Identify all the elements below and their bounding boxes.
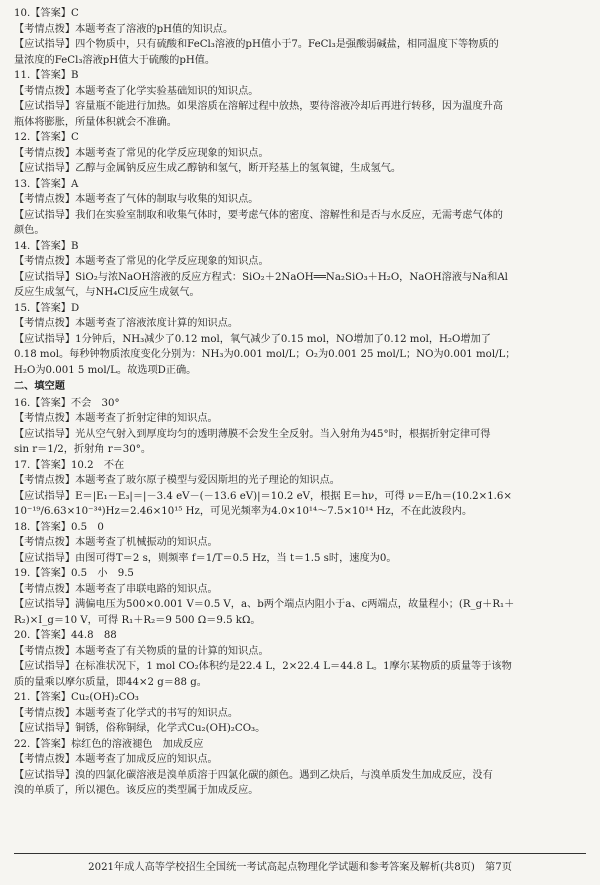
- explanation-line: 10⁻¹⁹/6.63×10⁻³⁴)Hz＝2.46×10¹⁵ Hz，可见光频率为4.0×10¹⁴～7.5×10¹⁴ Hz，不在此波段内。: [14, 506, 473, 517]
- answer-line: [14, 6, 586, 22]
- explanation-line: 【考情点拨】本题考查了折射定律的知识点。: [14, 413, 218, 424]
- explanation-line: 【应试指导】SiO₂与浓NaOH溶液的反应方程式：SiO₂＋2NaOH══Na₂SiO₃＋H₂O，NaOH溶液与Na和Al: [14, 271, 508, 283]
- explanation-line: 【应试指导】铜锈，俗称铜绿，化学式Cu₂(OH)₂CO₃。: [14, 723, 266, 734]
- answer-text: 【答案】B: [30, 240, 79, 252]
- answer-item: [14, 6, 586, 68]
- answer-item: [14, 130, 586, 177]
- answer-item: [14, 628, 586, 690]
- answer-text: 【答案】Cu₂(OH)₂CO₃: [30, 692, 139, 703]
- question-number: 10.: [14, 8, 31, 19]
- answer-text: 【答案】0.5 小 9.5: [30, 568, 134, 579]
- explanation-line: 【应试指导】我们在实验室制取和收集气体时，要考虑气体的密度、溶解性和是否与水反应，无需考虑气体的: [14, 209, 503, 221]
- question-number: 20.: [14, 630, 31, 641]
- answer-line: [14, 239, 586, 255]
- answer-text: 【答案】44.8 88: [30, 630, 117, 641]
- explanation-line: 溴的单质了，所以褪色。该反应的类型属于加成反应。: [14, 785, 259, 796]
- answer-text: 【答案】不会 30°: [30, 397, 120, 409]
- answer-item: [14, 737, 586, 799]
- explanation-line: 【应试指导】满偏电压为500×0.001 V＝0.5 V，a、b两个端点内阻小于a、c两端点，故量程小；(R_g＋R₁＋: [14, 599, 515, 610]
- explanation-line: 【考情点拨】本题考查了玻尔原子模型与爱因斯坦的光子理论的知识点。: [14, 475, 340, 486]
- answer-line: [14, 458, 586, 474]
- answer-text: 【答案】0.5 0: [30, 521, 104, 533]
- section-title: 二、填空题: [14, 381, 65, 392]
- answer-item: [14, 301, 586, 379]
- answer-line: [14, 301, 586, 317]
- answer-line: [14, 130, 586, 146]
- answer-line: [14, 520, 586, 536]
- explanation-line: 【考情点拨】本题考查了溶液浓度计算的知识点。: [14, 318, 239, 329]
- question-number: 17.: [14, 459, 31, 471]
- explanation-line: sin r＝1/2，折射角 r＝30°。: [14, 444, 152, 455]
- explanation-line: 【应试指导】1分钟后，NH₃减少了0.12 mol，氧气减少了0.15 mol，NO增加了0.12 mol，H₂O增加了: [14, 333, 491, 345]
- explanation-line: 【考情点拨】本题考查了有关物质的量的计算的知识点。: [14, 645, 269, 657]
- explanation-line: R₂)×I_g＝10 V，可得 R₁＋R₂＝9 500 Ω＝9.5 kΩ。: [14, 614, 261, 626]
- explanation-line: 量浓度的FeCl₃溶液pH值大于硫酸的pH值。: [14, 54, 216, 66]
- explanation-line: 【考情点拨】本题考查了气体的制取与收集的知识点。: [14, 194, 259, 205]
- answer-item: [14, 177, 586, 239]
- explanation-line: 【考情点拨】本题考查了机械振动的知识点。: [14, 537, 218, 548]
- explanation-line: 【应试指导】溴的四氯化碳溶液是溴单质溶于四氯化碳的颜色。遇到乙炔后，与溴单质发生加成反应，没有: [14, 769, 493, 781]
- question-number: 11.: [14, 70, 31, 81]
- answer-text: 【答案】棕红色的溶液褪色 加成反应: [30, 738, 204, 750]
- explanation-line: 【应试指导】由图可得T＝2 s，则频率 f＝1/T＝0.5 Hz，当 t＝1.5 s时，速度为0。: [14, 552, 397, 564]
- explanation-line: 0.18 mol。每秒钟物质浓度变化分别为：NH₃为0.001 mol/L；O₂为0.001 25 mol/L；NO为0.001 mol/L；: [14, 349, 516, 360]
- question-number: 18.: [14, 521, 31, 533]
- explanation-line: 【考情点拨】本题考查了串联电路的知识点。: [14, 583, 218, 595]
- question-number: 13.: [14, 178, 31, 190]
- answer-text: 【答案】D: [30, 302, 80, 314]
- answer-item: [14, 396, 586, 458]
- explanation-line: 【应试指导】在标准状况下，1 mol CO₂体积约是22.4 L，2×22.4 L＝44.8 L。1摩尔某物质的质量等于该物: [14, 661, 512, 672]
- explanation-line: 颜色。: [14, 225, 45, 236]
- answer-content: [14, 6, 586, 799]
- answer-item: [14, 68, 586, 130]
- explanation-line: H₂O为0.001 5 mol/L。故选项D正确。: [14, 364, 197, 376]
- explanation-line: 【应试指导】四个物质中，只有硫酸和FeCl₃溶液的pH值小于7。FeCl₃是强酸弱碱盐，相同温度下等物质的: [14, 39, 499, 50]
- explanation-line: 【应试指导】E＝|E₁－E₃|＝|－3.4 eV－(－13.6 eV)|＝10.2 eV，根据 E＝hν，可得 ν＝E/h＝(10.2×1.6×: [14, 490, 512, 502]
- explanation-line: 【考情点拨】本题考查了加成反应的知识点。: [14, 754, 218, 765]
- explanation-line: 瓶体将膨胀，所量体积就会不准确。: [14, 116, 177, 128]
- answer-line: [14, 690, 586, 706]
- answer-line: [14, 737, 586, 753]
- answer-line: [14, 628, 586, 644]
- answer-line: [14, 566, 586, 582]
- page-footer: 2021年成人高等学校招生全国统一考试高起点物理化学试题和参考答案及解析(共8页) 第7页: [14, 853, 586, 873]
- answer-item: [14, 520, 586, 567]
- question-number: 16.: [14, 397, 31, 409]
- answer-text: 【答案】B: [30, 70, 79, 81]
- answer-text: 【答案】C: [30, 8, 79, 19]
- explanation-line: 【考情点拨】本题考查了化学实验基础知识的知识点。: [14, 85, 259, 97]
- choice-answers: [14, 6, 586, 378]
- question-number: 12.: [14, 132, 31, 143]
- answer-line: [14, 68, 586, 84]
- explanation-line: 【应试指导】容量瓶不能进行加热。如果溶质在溶解过程中放热，要待溶液冷却后再进行转移，因为温度升高: [14, 101, 503, 112]
- explanation-line: 质的量乘以摩尔质量，即44×2 g＝88 g。: [14, 676, 207, 688]
- explanation-line: 【应试指导】乙醇与金属钠反应生成乙醇钠和氢气，断开羟基上的氢氧键，生成氢气。: [14, 163, 402, 174]
- answer-item: [14, 458, 586, 520]
- question-number: 21.: [14, 692, 31, 703]
- explanation-line: 反应生成氢气，与NH₄Cl反应生成氨气。: [14, 287, 200, 298]
- answer-item: [14, 239, 586, 301]
- answer-text: 【答案】C: [30, 132, 79, 143]
- answer-item: [14, 566, 586, 628]
- question-number: 22.: [14, 738, 31, 750]
- explanation-line: 【应试指导】光从空气射入到厚度均匀的透明薄膜不会发生全反射。当入射角为45°时，根据折射定律可得: [14, 428, 491, 440]
- answer-item: [14, 690, 586, 737]
- question-number: 19.: [14, 568, 31, 579]
- explanation-line: 【考情点拨】本题考查了常见的化学反应现象的知识点。: [14, 256, 269, 267]
- answer-line: [14, 396, 586, 412]
- fill-blank-answers: [14, 396, 586, 799]
- explanation-line: 【考情点拨】本题考查了化学式的书写的知识点。: [14, 707, 239, 719]
- answer-line: [14, 177, 586, 193]
- explanation-line: 【考情点拨】本题考查了溶液的pH值的知识点。: [14, 23, 234, 35]
- answer-text: 【答案】A: [30, 178, 79, 190]
- answer-text: 【答案】10.2 不在: [30, 459, 125, 471]
- explanation-line: 【考情点拨】本题考查了常见的化学反应现象的知识点。: [14, 147, 269, 159]
- question-number: 14.: [14, 240, 31, 252]
- question-number: 15.: [14, 302, 31, 314]
